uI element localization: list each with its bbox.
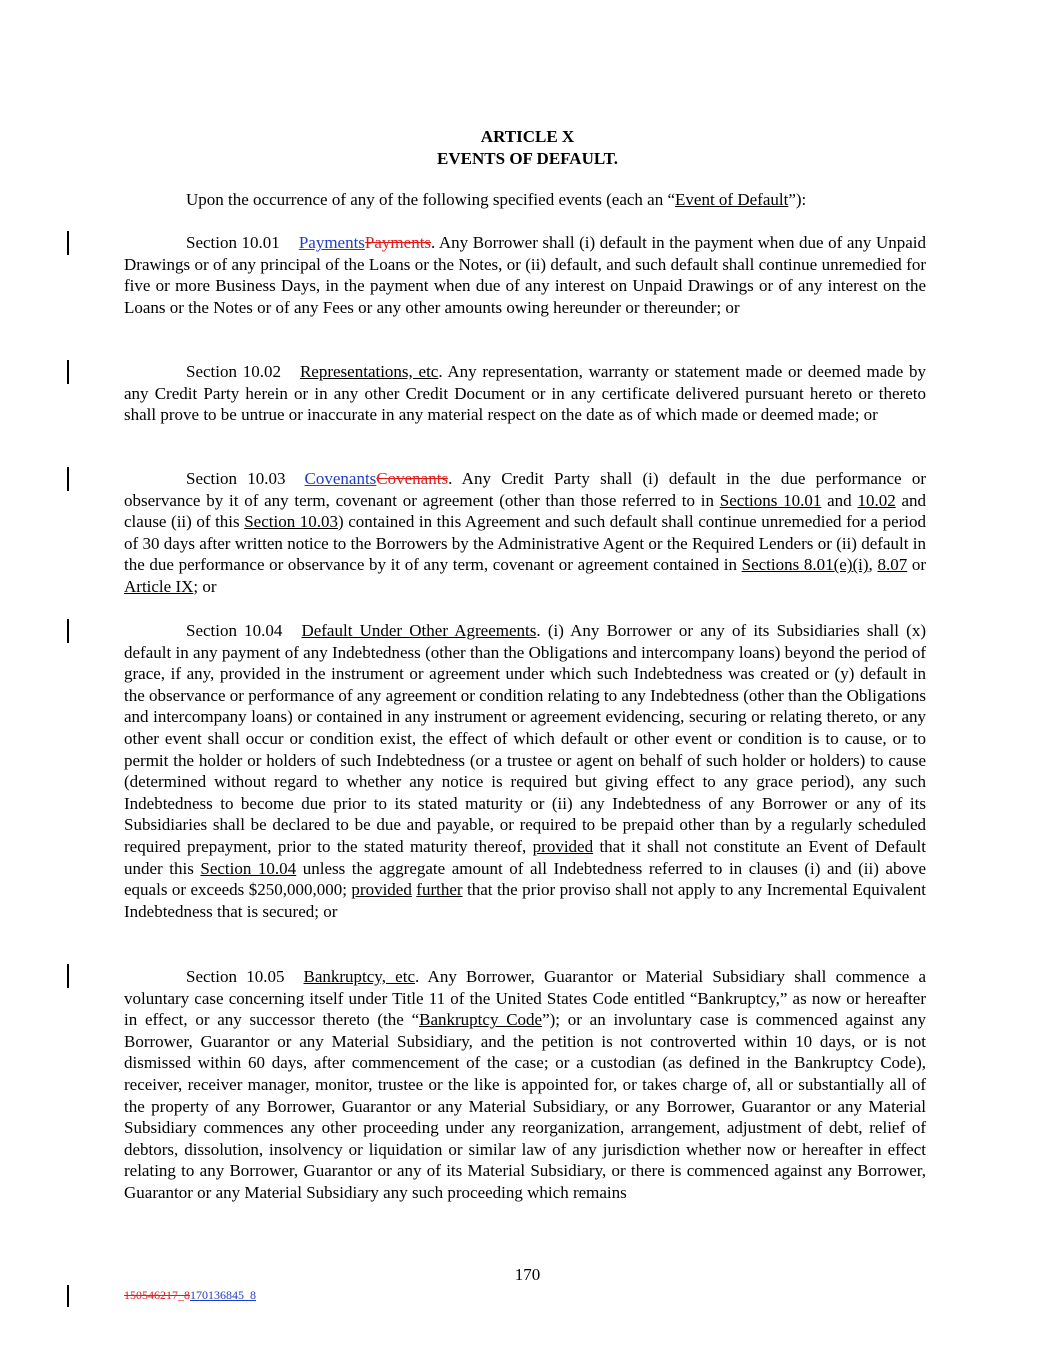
cross-reference: 8.07 — [877, 555, 908, 575]
inserted-heading: Covenants — [304, 469, 377, 488]
section-10-02: Section 10.02 Representations, etc. Any representation, warranty or statement made or deemed made by any Credit Party herein or in any other Credit Document or in any certificate delivered pursuant hereto or thereto shall prove to be untrue or inaccurate in any material respect on the date as of which made or deemed made; or — [124, 362, 927, 425]
article-subtitle: EVENTS OF DEFAULT. — [437, 149, 618, 168]
defined-term-event-of-default: Event of Default — [675, 190, 789, 209]
section-heading: Default Under Other Agreements — [301, 621, 537, 640]
section-10-04: Section 10.04 Default Under Other Agreements. (i) Any Borrower or any of its Subsidiaries shall (x) default in any payment of any Indebtedness (other than the Obligations and intercompany loans) beyond the period of grace, if any, provided in the instrument or agreement under which such Indebtedness was created or (y) default in the observance or performance of any agreement or condition relating to any Indebtedness (other than the Obligations and intercompany loans) or contained in any instrument or agreement evidencing, securing or relating thereto, or any other event shall occur or condition exist, the effect of which default or other event or condition is to cause, or to permit the holder or holders of such Indebtedness (or a trustee or agent on behalf of such holder or holders) to cause (determined without regard to whether any notice is required but giving effect to any grace period), any such Indebtedness to become due prior to its stated maturity or (ii) any Indebtedness of any Borrower or any of its Subsidiaries shall be declared to be due and payable, or required to be prepaid other than by a regularly scheduled required prepayment, prior to the stated maturity thereof, provided that it shall not constitute an Event of Default under this Section 10.04 unless the aggregate amount of all Indebtedness referred to in clauses (i) and (ii) above equals or exceeds $250,000,000; provided further that the prior proviso shall not apply to any Incremental Equivalent Indebtedness that is secured; or — [124, 621, 926, 921]
change-bar — [67, 1285, 69, 1307]
intro-paragraph: Upon the occurrence of any of the following specified events (each an “Event of Default”): — [186, 190, 807, 209]
cross-reference: Sections 10.01 — [719, 490, 822, 510]
cross-reference: 10.02 — [857, 490, 896, 510]
defined-term: further — [416, 880, 463, 900]
section-10-03: Section 10.03 CovenantsCovenants. Any Credit Party shall (i) default in the due performance or observance by it of any term, covenant or agreement (other than those referred to in Sections 10.01 and 10.02 and clause (ii) of this Section 10.03) contained in this Agreement and such default shall continue unremedied for a period of 30 days after written notice to the Borrowers by the Administrative Agent or the Required Lenders or (ii) default in the due performance or observance by it of any term, covenant or agreement contained in Sections 8.01(e)(i), 8.07 or Article IX; or — [124, 469, 927, 596]
change-bar — [67, 619, 69, 643]
section-10-05: Section 10.05 Bankruptcy, etc. Any Borrower, Guarantor or Material Subsidiary shall commence a voluntary case concerning itself under Title 11 of the United States Code entitled “Bankruptcy,” as now or hereafter in effect, or any successor thereto (the “Bankruptcy Code”); or an involuntary case is commenced against any Borrower, Guarantor or any Material Subsidiary, and the petition is not controverted within 10 days, or is not dismissed within 60 days, after commencement of the case; or a custodian (as defined in the Bankruptcy Code), receiver, receiver manager, monitor, trustee or the like is appointed for, or takes charge of, all or substantially all of the property of any Borrower, Guarantor or any Material Subsidiary, or any Borrower, Guarantor or any Material Subsidiary commences any other proceeding under any reorganization, arrangement, adjustment of debt, relief of debtors, dissolution, insolvency or liquidation or similar law of any jurisdiction whether now or hereafter in effect relating to any Borrower, Guarantor or any of its Material Subsidiary, or there is commenced against any Borrower, Guarantor or any Material Subsidiary any such proceeding which remains — [124, 967, 927, 1202]
deleted-heading: Covenants — [376, 469, 449, 488]
change-bar — [67, 360, 69, 384]
defined-term-bankruptcy-code: Bankruptcy Code — [419, 1010, 543, 1030]
section-heading: Representations, etc — [299, 362, 439, 381]
cross-reference: Sections 8.01(e)(i) — [741, 555, 869, 575]
inserted-heading: Payments — [298, 233, 365, 252]
defined-term: provided — [532, 836, 594, 856]
deleted-doc-id: 150546217_8 — [124, 1288, 190, 1302]
section-number: Section 10.02 — [186, 362, 281, 381]
cross-reference: Section 10.04 — [200, 858, 297, 878]
document-id — [124, 1288, 256, 1303]
change-bar — [67, 467, 69, 491]
change-bar — [67, 964, 69, 988]
section-number: Section 10.01 — [186, 233, 280, 252]
section-10-01: Section 10.01 PaymentsPayments. Any Borrower shall (i) default in the payment when due of any Unpaid Drawings or of any principal of the Loans or the Notes, or (ii) default, and such default shall continue unremedied for five or more Business Days, in the payment when due of any interest on Unpaid Drawings or of any interest on the Loans or the Notes or of any Fees or any other amounts owing hereunder or thereunder; or — [124, 233, 927, 317]
defined-term: provided — [351, 880, 412, 900]
change-bar — [67, 231, 69, 255]
section-number: Section 10.03 — [186, 469, 286, 488]
cross-reference: Section 10.03 — [244, 512, 339, 532]
cross-reference: Article IX — [124, 576, 194, 596]
section-number: Section 10.04 — [186, 621, 283, 640]
inserted-doc-id: 170136845_8 — [190, 1288, 256, 1302]
deleted-heading: Payments — [364, 233, 432, 252]
section-heading: Bankruptcy, etc — [303, 967, 415, 986]
page-number: 170 — [514, 1265, 541, 1284]
section-number: Section 10.05 — [186, 967, 285, 986]
article-title: ARTICLE X — [480, 127, 575, 146]
